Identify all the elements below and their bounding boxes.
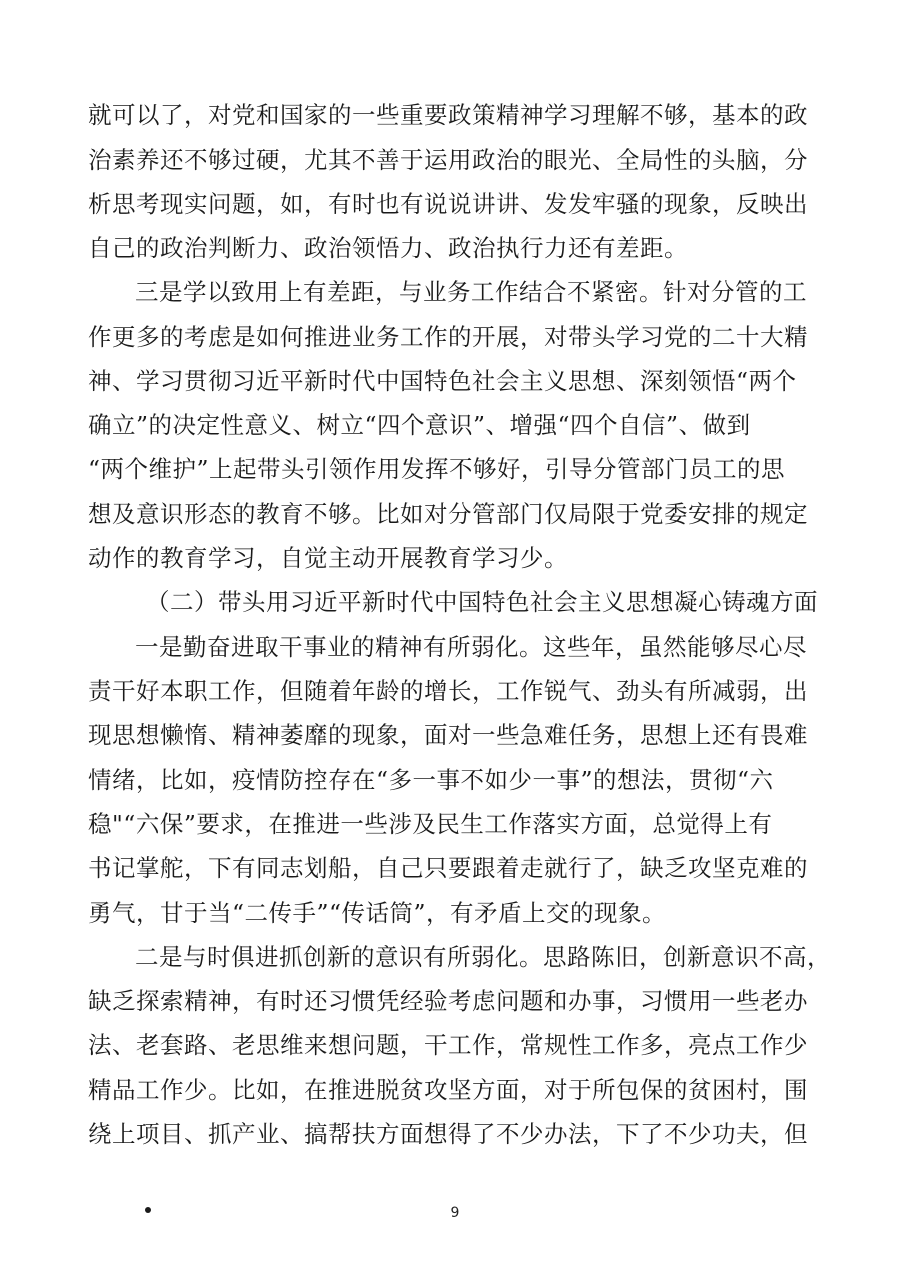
text-line-23: 精品工作少。比如，在推进脱贫攻坚方面，对于所包保的贫困村，围 xyxy=(88,1076,808,1104)
section-heading: （二）带头用习近平新时代中国特色社会主义思想凝心铸魂方面 xyxy=(146,588,818,616)
text-line-6: 作更多的考虑是如何推进业务工作的开展，对带头学习党的二十大精 xyxy=(88,323,808,351)
text-line-24: 绕上项目、抓产业、搞帮扶方面想得了不少办法，下了不少功夫，但 xyxy=(88,1120,808,1148)
text-line-14: 责干好本职工作，但随着年龄的增长，工作锐气、劲头有所减弱，出 xyxy=(88,677,808,705)
text-line-1: 就可以了，对党和国家的一些重要政策精神学习理解不够，基本的政 xyxy=(88,101,808,129)
page-number: 9 xyxy=(450,1205,460,1221)
text-line-19: 勇气，甘于当“二传手”“传话筒”，有矛盾上交的现象。 xyxy=(88,899,667,927)
text-line-22: 法、老套路、老思维来想问题，干工作，常规性工作多，亮点工作少 xyxy=(88,1031,808,1059)
text-line-16: 情绪，比如，疫情防控存在“多一事不如少一事”的想法，贯彻“六 xyxy=(88,766,774,794)
paragraph-three-start: 三是学以致用上有差距，与业务工作结合不紧密。针对分管的工 xyxy=(135,278,807,306)
text-line-9: “两个维护”上起带头引领作用发挥不够好，引导分管部门员工的思 xyxy=(88,455,786,483)
paragraph-one-start: 一是勤奋进取干事业的精神有所弱化。这些年，虽然能够尽心尽 xyxy=(135,633,807,661)
text-line-15: 现思想懒惰、精神萎靡的现象，面对一些急难任务，思想上还有畏难 xyxy=(88,721,808,749)
footer-bullet-mark xyxy=(145,1207,151,1213)
text-line-2: 治素养还不够过硬，尤其不善于运用政治的眼光、全局性的头脑，分 xyxy=(88,146,808,174)
text-line-4: 自己的政治判断力、政治领悟力、政治执行力还有差距。 xyxy=(88,234,688,262)
text-line-21: 缺乏探索精神，有时还习惯凭经验考虑问题和办事，习惯用一些老办 xyxy=(88,987,808,1015)
text-line-11: 动作的教育学习，自觉主动开展教育学习少。 xyxy=(88,544,568,572)
text-line-17: 稳"“六保”要求，在推进一些涉及民生工作落实方面，总觉得上有 xyxy=(88,810,773,838)
text-line-8: 确立”的决定性意义、树立“四个意识”、增强“四个自信”、做到 xyxy=(88,411,751,439)
text-line-7: 神、学习贯彻习近平新时代中国特色社会主义思想、深刻领悟“两个 xyxy=(88,367,797,395)
paragraph-two-start: 二是与时俱进抓创新的意识有所弱化。思路陈旧，创新意识不高， xyxy=(135,943,831,971)
text-line-18: 书记掌舵，下有同志划船，自己只要跟着走就行了，缺乏攻坚克难的 xyxy=(88,854,808,882)
text-line-3: 析思考现实问题，如，有时也有说说讲讲、发发牢骚的现象，反映出 xyxy=(88,190,808,218)
text-line-10: 想及意识形态的教育不够。比如对分管部门仅局限于党委安排的规定 xyxy=(88,500,808,528)
